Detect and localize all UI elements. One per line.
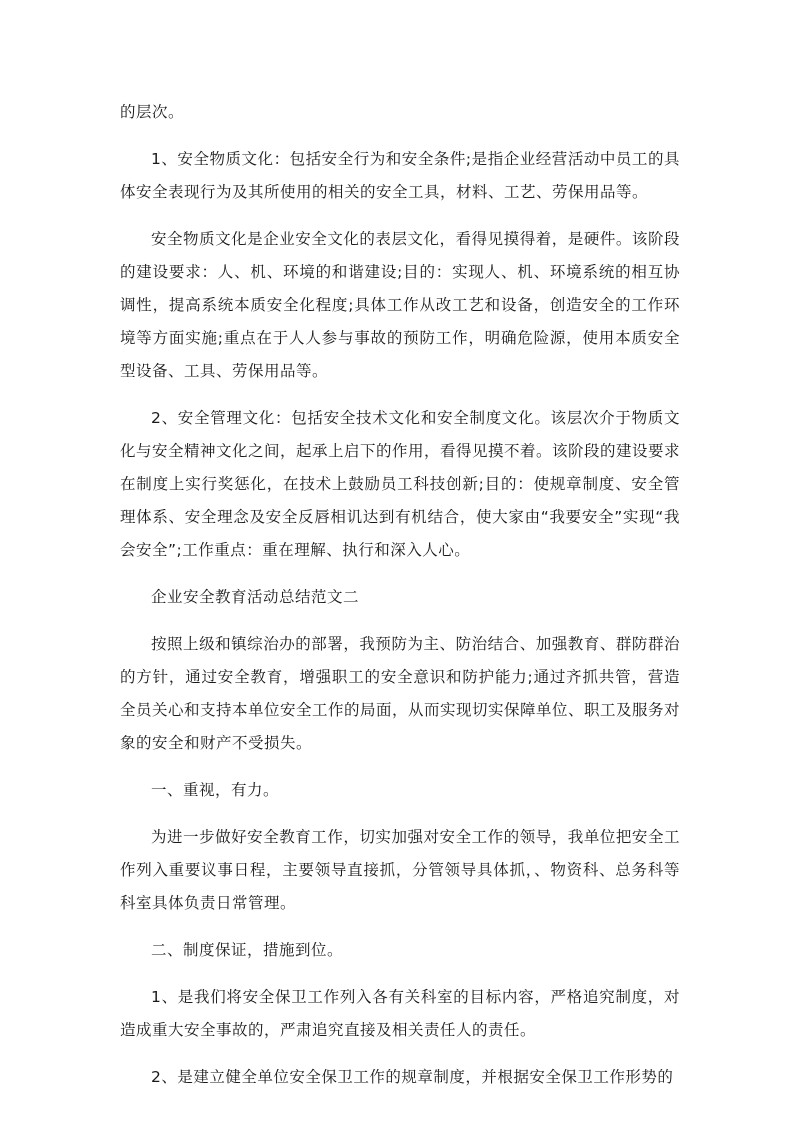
document-page bbox=[120, 96, 680, 1094]
paragraph-management-culture: 2、安全管理文化：包括安全技术文化和安全制度文化。该层次介于物质文化与安全精神文化之间，起承上启下的作用，看得见摸不着。该阶段的建设要求在制度上实行奖惩化，在技术上鼓励员工科技创新;目的：使规章制度、安全管理体系、安全理念及安全反唇相讥达到有机结合，使大家由“我要安全”实现“我会安全”;工作重点：重在理解、执行和深入人心。 bbox=[120, 409, 681, 559]
paragraph-item-2: 2、是建立健全单位安全保卫工作的规章制度，并根据安全保卫工作形势的 bbox=[151, 1068, 674, 1086]
paragraph-intro: 按照上级和镇综治办的部署，我预防为主、防治结合、加强教育、群防群治的方针，通过安全教育，增强职工的安全意识和防护能力;通过齐抓共管，营造全员关心和支持本单位安全工作的局面，从而实现切实保障单位、职工及服务对象的安全和财产不受损失。 bbox=[120, 635, 681, 752]
paragraph-item-1: 1、是我们将安全保卫工作列入各有关科室的目标内容，严格追究制度，对造成重大安全事故的，严肃追究直接及相关责任人的责任。 bbox=[120, 988, 680, 1039]
paragraph-leadership: 为进一步做好安全教育工作，切实加强对安全工作的领导，我单位把安全工作列入重要议事日程，主要领导直接抓，分管领导具体抓，、物资科、总务科等科室具体负责日常管理。 bbox=[120, 828, 680, 912]
subheading-two: 二、制度保证，措施到位。 bbox=[151, 941, 344, 959]
paragraph-continuation: 的层次。 bbox=[120, 103, 185, 121]
subheading-one: 一、重视，有力。 bbox=[151, 781, 280, 799]
paragraph-material-culture: 1、安全物质文化：包括安全行为和安全条件;是指企业经营活动中员工的具体安全表现行为及其所使用的相关的安全工具，材料、工艺、劳保用品等。 bbox=[120, 150, 680, 201]
paragraph-material-culture-detail: 安全物质文化是企业安全文化的表层文化，看得见摸得着，是硬件。该阶段的建设要求：人、机、环境的和谐建设;目的：实现人、机、环境系统的相互协调性，提高系统本质安全化程度;具体工作从改工艺和设备，创造安全的工作环境等方面实施;重点在于人人参与事故的预防工作，明确危险源，使用本质安全型设备、工具、劳保用品等。 bbox=[120, 230, 680, 380]
section-heading: 企业安全教育活动总结范文二 bbox=[151, 588, 360, 606]
